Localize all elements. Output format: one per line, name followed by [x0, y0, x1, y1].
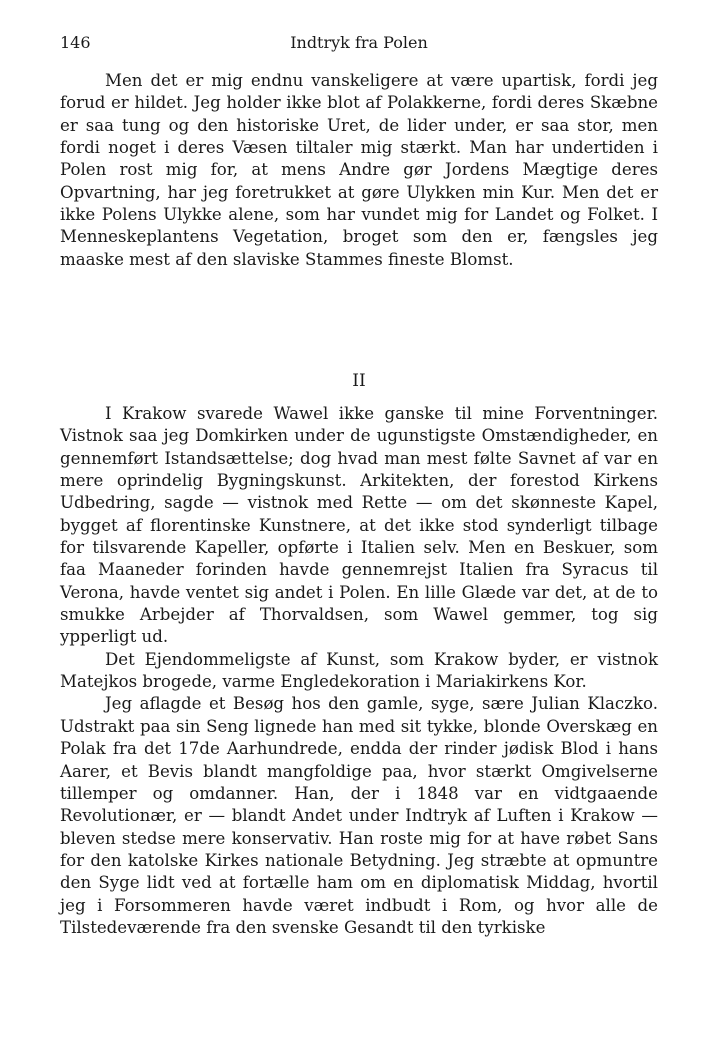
paragraph: Jeg aflagde et Besøg hos den gamle, syge, sære Julian Klaczko. Udstrakt paa sin Seng lignede han med sit tykke, blonde Overskæg en Polak fra det 17de Aarhundrede, endda der rinder jødisk Blod i hans Aarer, et Bevis blandt mangfoldige paa, hvor stærkt Omgivelserne tillemper og omdanner. Han, der i 1848 var en vidtgaaende Revolutionær, er — blandt Andet under Indtryk af Luften i Krakow — bleven stedse mere konservativ. Han roste mig for at have røbet Sans for den katolske Kirkes nationale Betydning. Jeg stræbte at opmuntre den Syge lidt ved at fortælle ham om en diplomatisk Middag, hvortil jeg i Forsommeren havde været indbudt i Rom, og hvor alle de Tilstedeværende fra den svenske Gesandt til den tyrkiske [60, 694, 658, 937]
section-2-text [60, 403, 658, 939]
paragraph: I Krakow svarede Wawel ikke ganske til mine Forventninger. Vistnok saa jeg Domkirken under de ugunstigste Omstændigheder, en gennemført Istandsættelse; dog hvad man mest følte Savnet af var en mere oprindelig Bygningskunst. Arkitekten, der forestod Kirkens Udbedring, sagde — vistnok med Rette — om det skønneste Kapel, bygget af florentinske Kunstnere, at det ikke stod synderligt tilbage for tilsvarende Kapeller, opførte i Italien selv. Men en Beskuer, som faa Maaneder forinden havde gennemrejst Italien fra Syracus til Verona, havde ventet sig andet i Polen. En lille Glæde var det, at de to smukke Arbejder af Thorvaldsen, som Wawel gemmer, tog sig ypperligt ud. [60, 404, 658, 647]
paragraph: Men det er mig endnu vanskeligere at være upartisk, fordi jeg forud er hildet. Jeg holder ikke blot af Polakkerne, fordi deres Skæbne er saa tung og den historiske Uret, de lider under, er saa stor, men fordi noget i deres Væsen tiltaler mig stærkt. Man har undertiden i Polen rost mig for, at mens Andre gør Jordens Mægtige deres Opvartning, har jeg foretrukket at gøre Ulykken min Kur. Men det er ikke Polens Ulykke alene, som har vundet mig for Landet og Folket. I Menneskeplantens Vegetation, broget som den er, fængsles jeg maaske mest af den slaviske Stammes fineste Blomst. [60, 71, 658, 269]
page-number: 146 [60, 33, 91, 52]
running-title: Indtryk fra Polen [290, 33, 428, 52]
running-head [60, 30, 658, 56]
section-1-text [60, 70, 658, 271]
paragraph: Det Ejendommeligste af Kunst, som Krakow byder, er vistnok Matejkos brogede, varme Engledekoration i Mariakirkens Kor. [60, 649, 658, 692]
section-heading: II [352, 371, 366, 391]
